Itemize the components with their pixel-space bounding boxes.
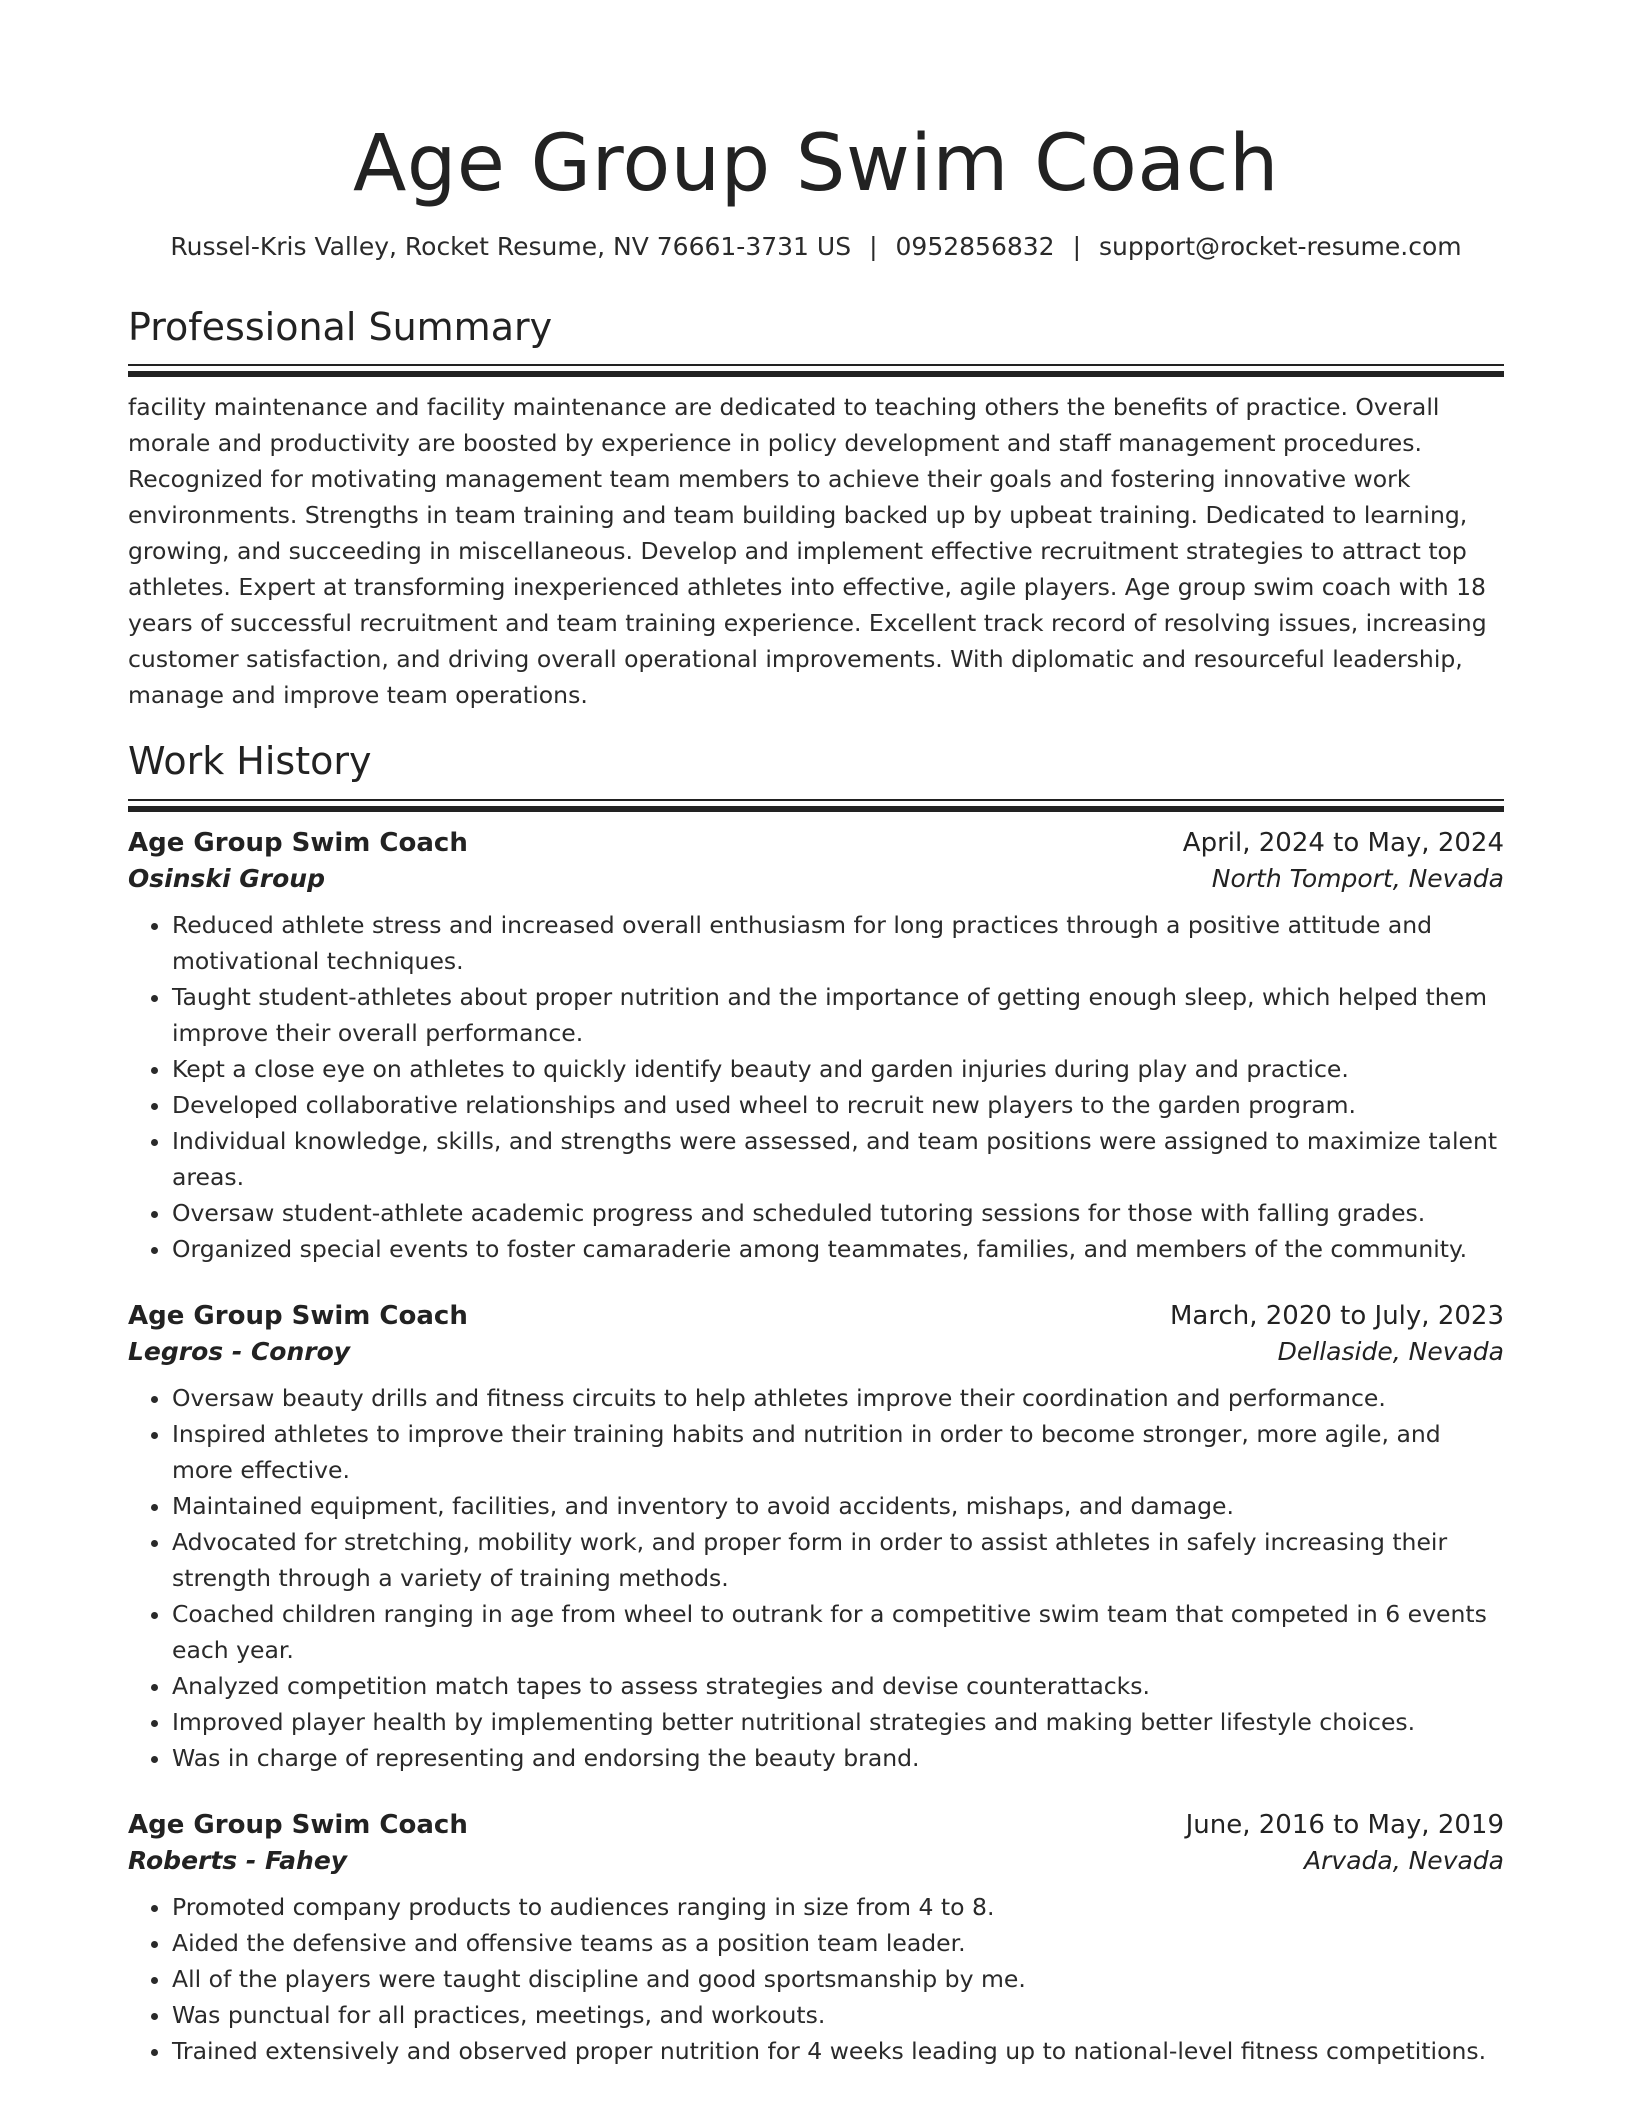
job-bullet: • Reduced athlete stress and increased overall enthusiasm for long practices through a positive attitude and motivational techniques. <box>172 907 1504 979</box>
contact-line <box>128 232 1504 261</box>
job-bullets <box>128 1889 1504 2069</box>
job-title: Age Group Swim Coach <box>128 827 468 858</box>
job-bullet: • Organized special events to foster camaraderie among teammates, families, and members of the community. <box>172 1231 1504 1267</box>
contact-separator: | <box>1072 231 1082 261</box>
professional-summary-section <box>128 305 1504 714</box>
job-bullet: • Coached children ranging in age from wheel to outrank for a competitive swim team that competed in 6 events each year. <box>172 1596 1504 1668</box>
job-entry <box>128 828 1504 1267</box>
job-bullet: • Aided the defensive and offensive teams as a position team leader. <box>172 1925 1504 1961</box>
job-bullet: • Individual knowledge, skills, and strengths were assessed, and team positions were assigned to maximize talent areas. <box>172 1123 1504 1195</box>
section-divider <box>128 799 1504 812</box>
job-bullet: • Oversaw beauty drills and fitness circuits to help athletes improve their coordination and performance. <box>172 1380 1504 1416</box>
contact-separator: | <box>869 231 878 261</box>
resume-page <box>128 0 1504 2069</box>
job-bullet: • Improved player health by implementing better nutritional strategies and making better lifestyle choices. <box>172 1704 1504 1740</box>
job-bullet: • Kept a close eye on athletes to quickly identify beauty and garden injuries during play and practice. <box>172 1051 1504 1087</box>
section-title: Professional Summary <box>128 304 553 349</box>
job-title: Age Group Swim Coach <box>128 1809 468 1840</box>
job-bullet: • Inspired athletes to improve their training habits and nutrition in order to become stronger, more agile, and more effective. <box>172 1416 1504 1488</box>
job-company: Legros - Conroy <box>128 1336 351 1366</box>
job-bullet: • Developed collaborative relationships and used wheel to recruit new players to the garden program. <box>172 1087 1504 1123</box>
job-company: Osinski Group <box>128 863 325 893</box>
job-bullet: • Was punctual for all practices, meetings, and workouts. <box>172 1997 1504 2033</box>
job-bullet: • Taught student-athletes about proper nutrition and the importance of getting enough sleep, which helped them improve their overall performance. <box>172 979 1504 1051</box>
job-dates: June, 2016 to May, 2019 <box>1185 1809 1504 1840</box>
job-bullet: • Trained extensively and observed proper nutrition for 4 weeks leading up to national-level fitness competitions. <box>172 2033 1504 2069</box>
job-bullet: • Promoted company products to audiences ranging in size from 4 to 8. <box>172 1889 1504 1925</box>
job-company: Roberts - Fahey <box>128 1845 348 1875</box>
job-bullet: • All of the players were taught discipline and good sportsmanship by me. <box>172 1961 1504 1997</box>
job-bullet: • Advocated for stretching, mobility work, and proper form in order to assist athletes in safely increasing their strength through a variety of training methods. <box>172 1524 1504 1596</box>
contact-phone: 0952856832 <box>895 231 1055 261</box>
job-bullets <box>128 1380 1504 1776</box>
job-bullet: • Maintained equipment, facilities, and inventory to avoid accidents, mishaps, and damage. <box>172 1488 1504 1524</box>
job-entry <box>128 1810 1504 2069</box>
contact-email: support@rocket-resume.com <box>1099 231 1462 261</box>
job-location: North Tomport, Nevada <box>1211 863 1504 893</box>
job-dates: March, 2020 to July, 2023 <box>1169 1300 1504 1331</box>
contact-address: Russel-Kris Valley, Rocket Resume, NV 76661-3731 US <box>170 231 852 261</box>
section-title: Work History <box>128 739 372 784</box>
job-location: Arvada, Nevada <box>1304 1845 1504 1875</box>
job-bullets <box>128 907 1504 1267</box>
job-bullet: • Analyzed competition match tapes to assess strategies and devise counterattacks. <box>172 1668 1504 1704</box>
job-bullet: • Oversaw student-athlete academic progress and scheduled tutoring sessions for those with falling grades. <box>172 1195 1504 1231</box>
job-bullet: • Was in charge of representing and endorsing the beauty brand. <box>172 1740 1504 1776</box>
job-dates: April, 2024 to May, 2024 <box>1182 827 1504 858</box>
work-history-section <box>128 739 1504 2069</box>
summary-text: facility maintenance and facility maintenance are dedicated to teaching others the benefits of practice. Overall morale and productivity are boosted by experience in policy development and staff management procedures. Recognized for motivating management team members to achieve their goals and fostering innovative work environments. Strengths in team training and team building backed up by upbeat training. Dedicated to learning, growing, and succeeding in miscellaneous. Develop and implement effective recruitment strategies to attract top athletes. Expert at transforming inexperienced athletes into effective, agile players. Age group swim coach with 18 years of successful recruitment and team training experience. Excellent track record of resolving issues, increasing customer satisfaction, and driving overall operational improvements. With diplomatic and resourceful leadership, manage and improve team operations. <box>128 393 1487 710</box>
job-entry <box>128 1301 1504 1776</box>
section-divider <box>128 364 1504 377</box>
job-title: Age Group Swim Coach <box>128 1300 468 1331</box>
resume-name: Age Group Swim Coach <box>353 119 1279 209</box>
job-location: Dellaside, Nevada <box>1277 1336 1504 1366</box>
